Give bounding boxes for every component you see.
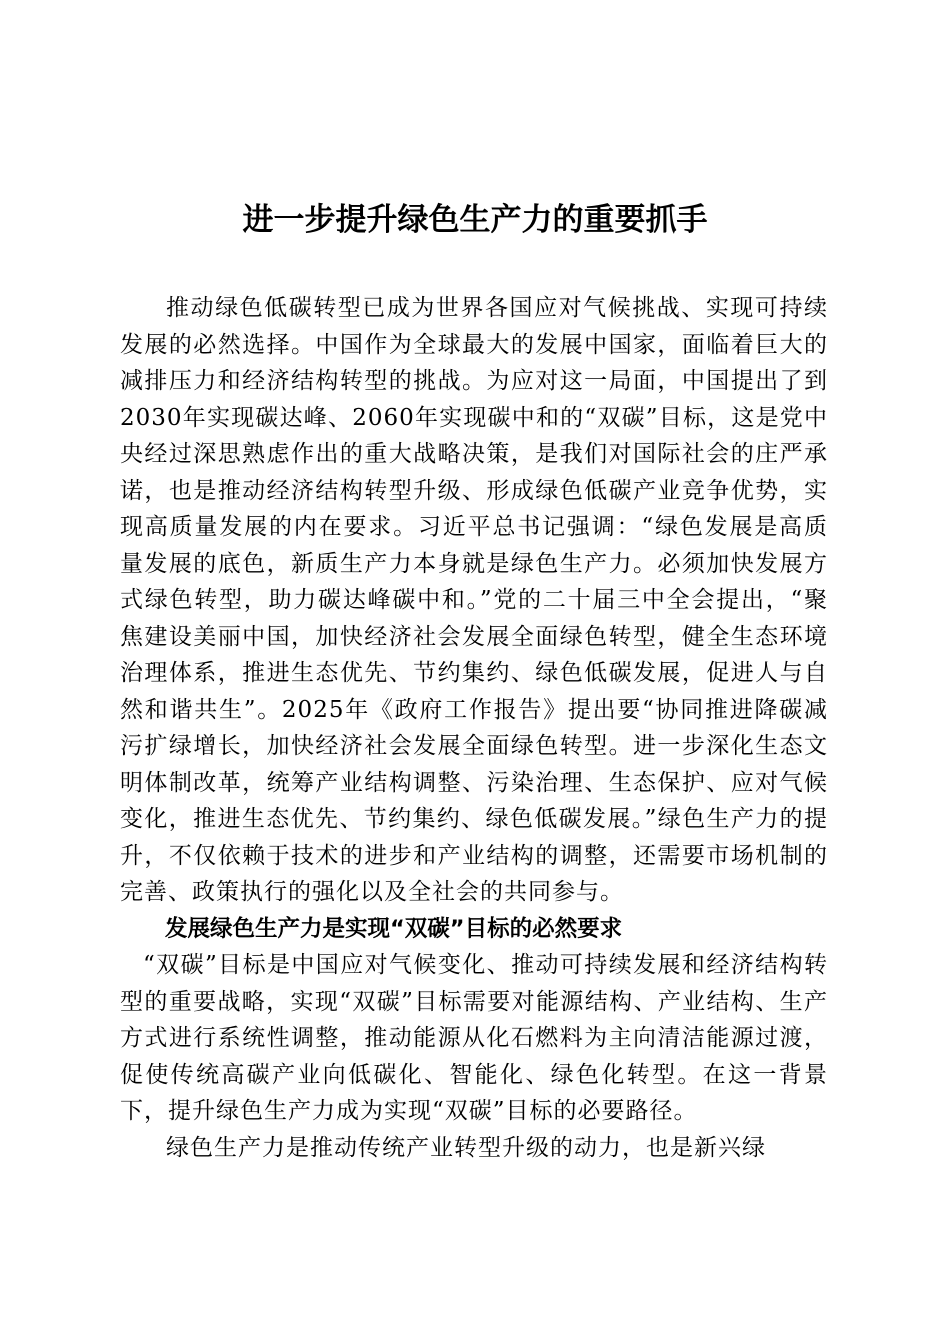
document-body (120, 290, 828, 1166)
document-title: 进一步提升绿色生产力的重要抓手 (242, 202, 708, 238)
section-heading: 发展绿色生产力是实现“双碳”目标的必然要求 (165, 915, 623, 942)
section-paragraph-1: “双碳”目标是中国应对气候变化、推动可持续发展和经济结构转型的重要战略，实现“双碳”目标需要对能源结构、产业结构、生产方式进行系统性调整，推动能源从化石燃料为主向清洁能源过渡，促使传统高碳产业向低碳化、智能化、绿色化转型。在这一背景下，提升绿色生产力成为实现“双碳”目标的必要路径。 (120, 952, 828, 1124)
intro-paragraph: 推动绿色低碳转型已成为世界各国应对气候挑战、实现可持续发展的必然选择。中国作为全球最大的发展中国家，面临着巨大的减排压力和经济结构转型的挑战。为应对这一局面，中国提出了到2030年实现碳达峰、2060年实现碳中和的“双碳”目标，这是党中央经过深思熟虑作出的重大战略决策，是我们对国际社会的庄严承诺，也是推动经济结构转型升级、形成绿色低碳产业竞争优势，实现高质量发展的内在要求。习近平总书记强调：“绿色发展是高质量发展的底色，新质生产力本身就是绿色生产力。必须加快发展方式绿色转型，助力碳达峰碳中和。”党的二十届三中全会提出，“聚焦建设美丽中国，加快经济社会发展全面绿色转型，健全生态环境治理体系，推进生态优先、节约集约、绿色低碳发展，促进人与自然和谐共生”。2025年《政府工作报告》提出要“协同推进降碳减污扩绿增长，加快经济社会发展全面绿色转型。进一步深化生态文明体制改革，统筹产业结构调整、污染治理、生态保护、应对气候变化，推进生态优先、节约集约、绿色低碳发展。”绿色生产力的提升，不仅依赖于技术的进步和产业结构的调整，还需要市场机制的完善、政策执行的强化以及全社会的共同参与。 (120, 295, 828, 905)
section-paragraph-2: 绿色生产力是推动传统产业转型升级的动力，也是新兴绿 (166, 1134, 766, 1161)
